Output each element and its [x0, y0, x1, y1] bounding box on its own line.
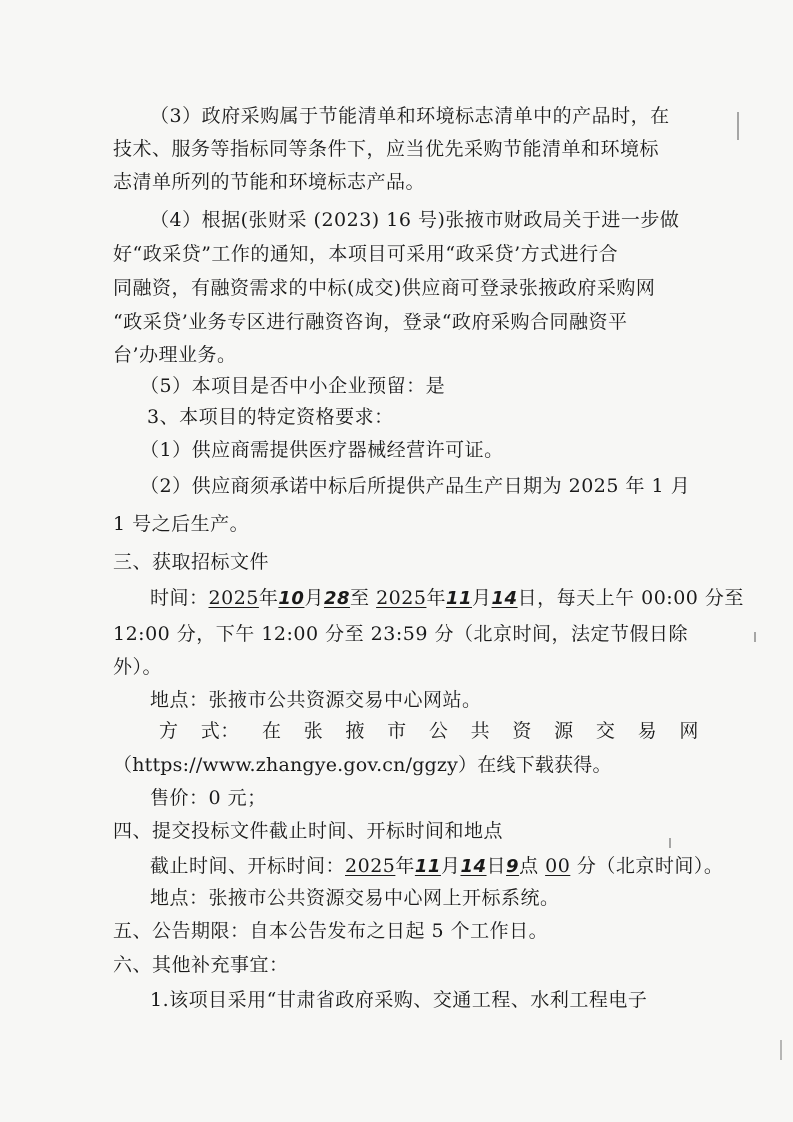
time-line-2: 12:00 分，下午 12:00 分至 23:59 分（北京时间，法定节假日除	[113, 623, 688, 645]
section-3-heading: 3、本项目的特定资格要求：	[147, 406, 394, 428]
time-rest: 日，每天上午 00:00 分至	[517, 587, 744, 609]
method-char: 网	[679, 720, 699, 742]
year-char: 年	[258, 587, 279, 609]
deadline-year: 2025	[345, 855, 396, 877]
method-char: 掖	[345, 720, 365, 742]
paragraph-4-line-4: “政采贷’业务专区进行融资咨询，登录“政府采购合同融资平	[113, 311, 628, 333]
month-char-2: 月	[472, 587, 492, 609]
hour-char: 点	[519, 855, 546, 877]
deadline-line	[150, 853, 723, 880]
scan-mark	[780, 1040, 782, 1060]
method-line-2: （https://www.zhangye.gov.cn/ggzy）在线下载获得。	[113, 754, 612, 776]
price-line: 售价：0 元；	[150, 787, 267, 809]
method-char: 易	[637, 720, 658, 742]
qualification-1: （1）供应商需提供医疗器械经营许可证。	[140, 439, 504, 461]
end-year: 2025	[376, 587, 427, 609]
day-char: 日	[486, 855, 507, 877]
scan-mark	[669, 838, 671, 848]
deadline-minute: 00	[545, 855, 571, 877]
other-item-1: 1.该项目采用“甘肃省政府采购、交通工程、水利工程电子	[150, 989, 648, 1011]
start-day-handwritten: 28	[323, 588, 351, 609]
method-line-1	[159, 718, 699, 744]
deadline-label: 截止时间、开标时间：	[150, 855, 346, 877]
start-year: 2025	[208, 587, 259, 609]
section-four-heading: 四、提交投标文件截止时间、开标时间和地点	[113, 820, 504, 842]
paragraph-3-line-3: 志清单所列的节能和环境标志产品。	[113, 171, 426, 193]
method-char: 张	[303, 720, 324, 742]
section-six-heading: 六、其他补充事宜：	[113, 954, 289, 976]
deadline-month-handwritten: 11	[414, 856, 441, 877]
scan-mark	[737, 112, 739, 140]
paragraph-3-line-2: 技术、服务等指标同等条件下，应当优先采购节能清单和环境标	[113, 138, 660, 160]
section-three-heading: 三、获取招标文件	[113, 551, 270, 573]
paragraph-4-line-2: 好“政采贷”工作的通知，本项目可采用“政采贷’方式进行合	[113, 243, 619, 265]
time-label: 时间：	[150, 587, 209, 609]
paragraph-3-line-1: （3）政府采购属于节能清单和环境标志清单中的产品时，在	[150, 105, 670, 127]
paragraph-5: （5）本项目是否中小企业预留：是	[140, 375, 446, 397]
end-month-handwritten: 11	[445, 588, 473, 609]
qualification-2-line-2: 1 号之后生产。	[113, 513, 250, 535]
method-char: 公	[428, 720, 449, 742]
method-char: 共	[470, 720, 491, 742]
month-char-3: 月	[440, 855, 461, 877]
opening-place-line: 地点：张掖市公共资源交易中心网上开标系统。	[150, 887, 560, 909]
deadline-hour-handwritten: 9	[506, 856, 520, 877]
method-char: 源	[554, 720, 574, 742]
time-line-3: 外）。	[113, 656, 163, 678]
paragraph-4-line-1: （4）根据(张财采 (2023) 16 号)张掖市财政局关于进一步做	[150, 209, 680, 231]
to-char: 至	[350, 587, 377, 609]
method-char: 式：	[200, 720, 240, 742]
start-month-handwritten: 10	[278, 588, 305, 609]
time-line-1	[150, 585, 744, 612]
month-char: 月	[304, 587, 324, 609]
method-char: 方	[159, 720, 179, 742]
qualification-2-line-1: （2）供应商须承诺中标后所提供产品生产日期为 2025 年 1 月	[140, 475, 691, 497]
year-char-3: 年	[395, 855, 415, 877]
method-char: 资	[512, 720, 532, 742]
place-line: 地点：张掖市公共资源交易中心网站。	[150, 689, 482, 711]
method-char: 在	[261, 720, 282, 742]
method-char: 交	[595, 720, 616, 742]
paragraph-4-line-3: 同融资，有融资需求的中标(成交)供应商可登录张掖政府采购网	[113, 277, 656, 299]
end-day-handwritten: 14	[491, 588, 518, 609]
method-char: 市	[387, 720, 407, 742]
year-char-2: 年	[426, 587, 446, 609]
section-five-heading: 五、公告期限：自本公告发布之日起 5 个工作日。	[113, 920, 549, 942]
deadline-rest: 分（北京时间）。	[570, 855, 724, 877]
scan-mark	[754, 632, 756, 642]
deadline-day-handwritten: 14	[460, 856, 487, 877]
paragraph-4-line-5: 台’办理业务。	[113, 344, 237, 366]
